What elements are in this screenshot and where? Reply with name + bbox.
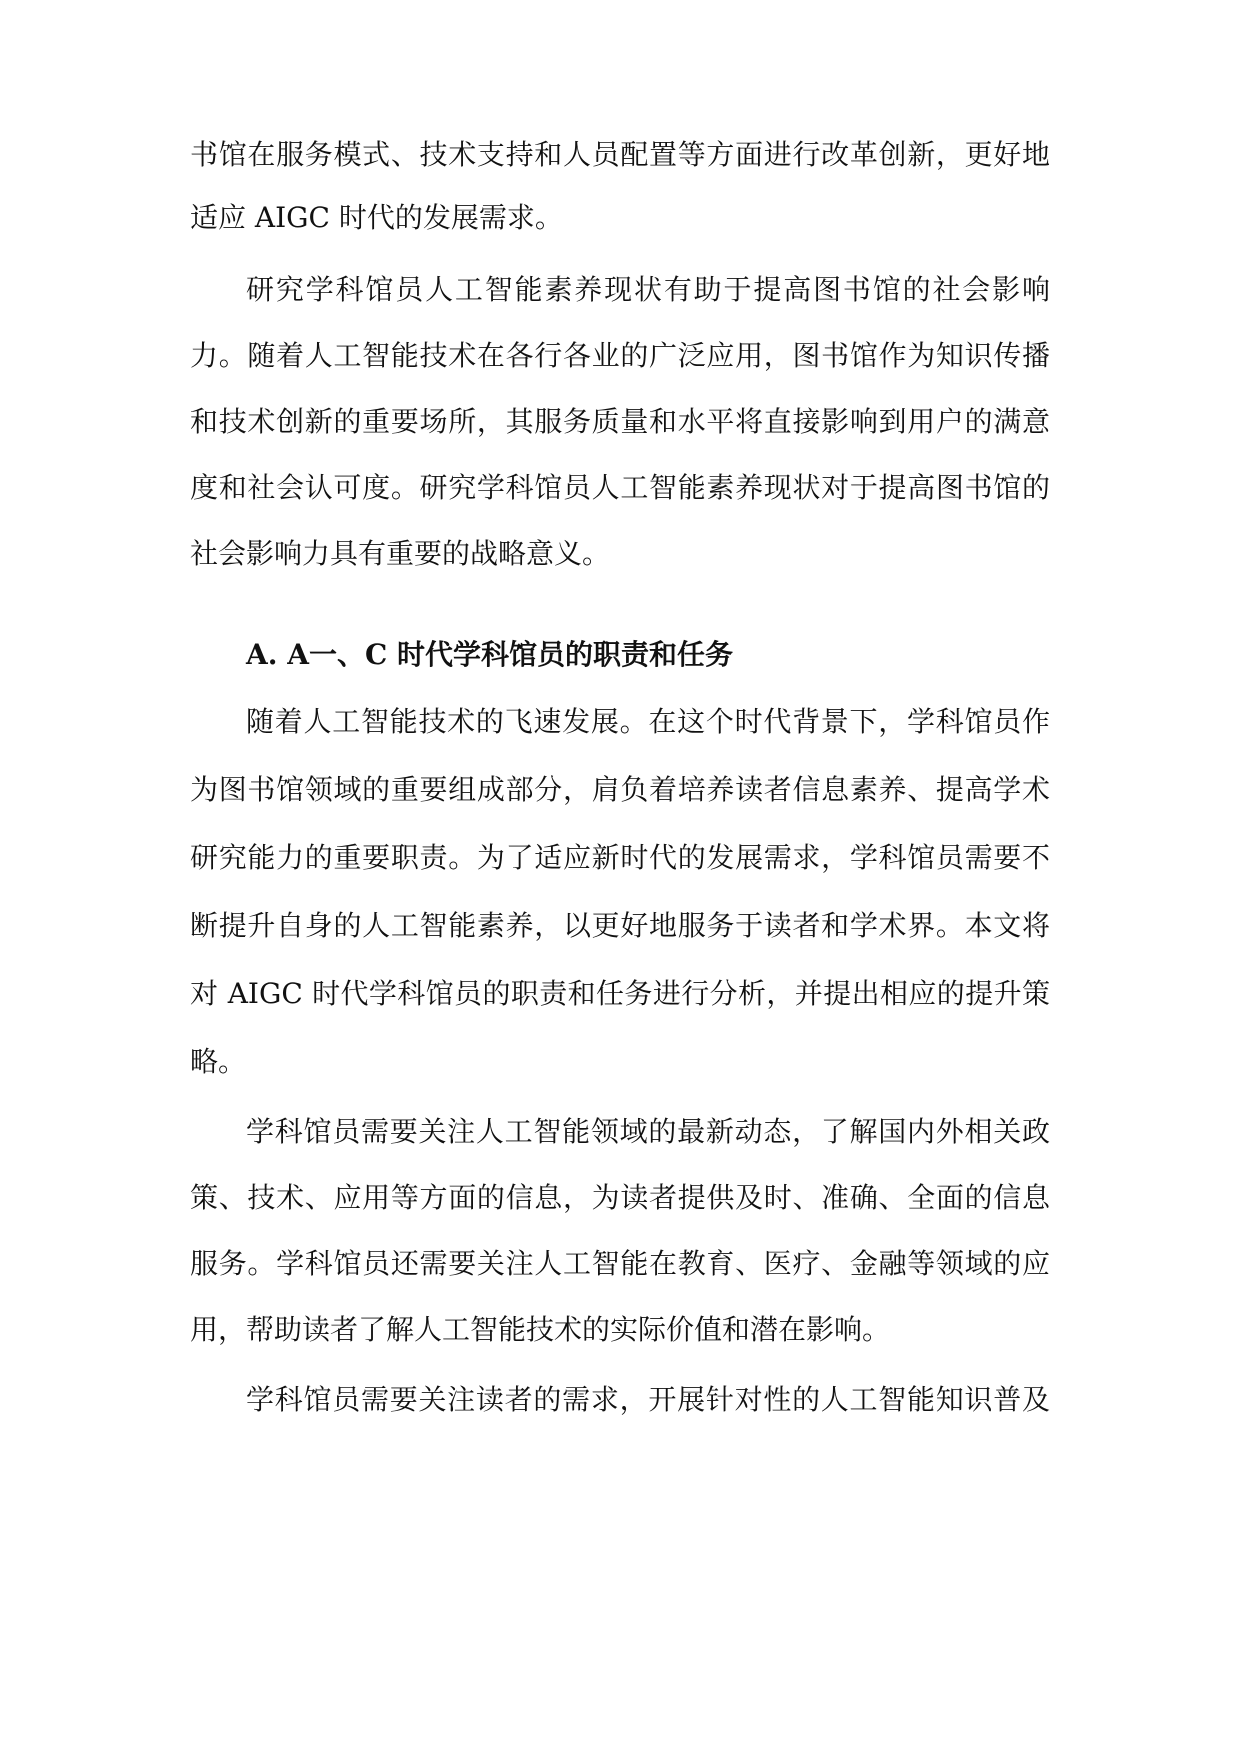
paragraph-2-line-5: 社会影响力具有重要的战略意义。: [190, 537, 611, 570]
paragraph-4-line-4: 用，帮助读者了解人工智能技术的实际价值和潜在影响。: [190, 1313, 891, 1346]
section-heading: A. A一、C 时代学科馆员的职责和任务: [246, 638, 733, 671]
paragraph-4-line-1: 学科馆员需要关注人工智能领域的最新动态，了解国内外相关政: [246, 1115, 1050, 1148]
paragraph-3-line-6: 略。: [190, 1045, 247, 1078]
paragraph-2-line-3: 和技术创新的重要场所，其服务质量和水平将直接影响到用户的满意: [190, 405, 1050, 438]
paragraph-3-line-1: 随着人工智能技术的飞速发展。在这个时代背景下，学科馆员作: [246, 705, 1050, 738]
paragraph-2-line-1: 研究学科馆员人工智能素养现状有助于提高图书馆的社会影响: [246, 273, 1050, 306]
paragraph-1-line-2: 适应 AIGC 时代的发展需求。: [190, 201, 563, 234]
paragraph-3-line-3: 研究能力的重要职责。为了适应新时代的发展需求，学科馆员需要不: [190, 841, 1050, 874]
paragraph-2-line-4: 度和社会认可度。研究学科馆员人工智能素养现状对于提高图书馆的: [190, 471, 1050, 504]
document-page: [190, 0, 1050, 1754]
paragraph-3-line-5: 对 AIGC 时代学科馆员的职责和任务进行分析，并提出相应的提升策: [190, 977, 1050, 1010]
paragraph-3-line-2: 为图书馆领域的重要组成部分，肩负着培养读者信息素养、提高学术: [190, 773, 1050, 806]
paragraph-2-line-2: 力。随着人工智能技术在各行各业的广泛应用，图书馆作为知识传播: [190, 339, 1050, 372]
paragraph-4-line-3: 服务。学科馆员还需要关注人工智能在教育、医疗、金融等领域的应: [190, 1247, 1050, 1280]
paragraph-3-line-4: 断提升自身的人工智能素养，以更好地服务于读者和学术界。本文将: [190, 909, 1050, 942]
paragraph-5-line-1: 学科馆员需要关注读者的需求，开展针对性的人工智能知识普及: [246, 1383, 1050, 1416]
paragraph-4-line-2: 策、技术、应用等方面的信息，为读者提供及时、准确、全面的信息: [190, 1181, 1050, 1214]
paragraph-1-line-1: 书馆在服务模式、技术支持和人员配置等方面进行改革创新，更好地: [190, 138, 1050, 171]
